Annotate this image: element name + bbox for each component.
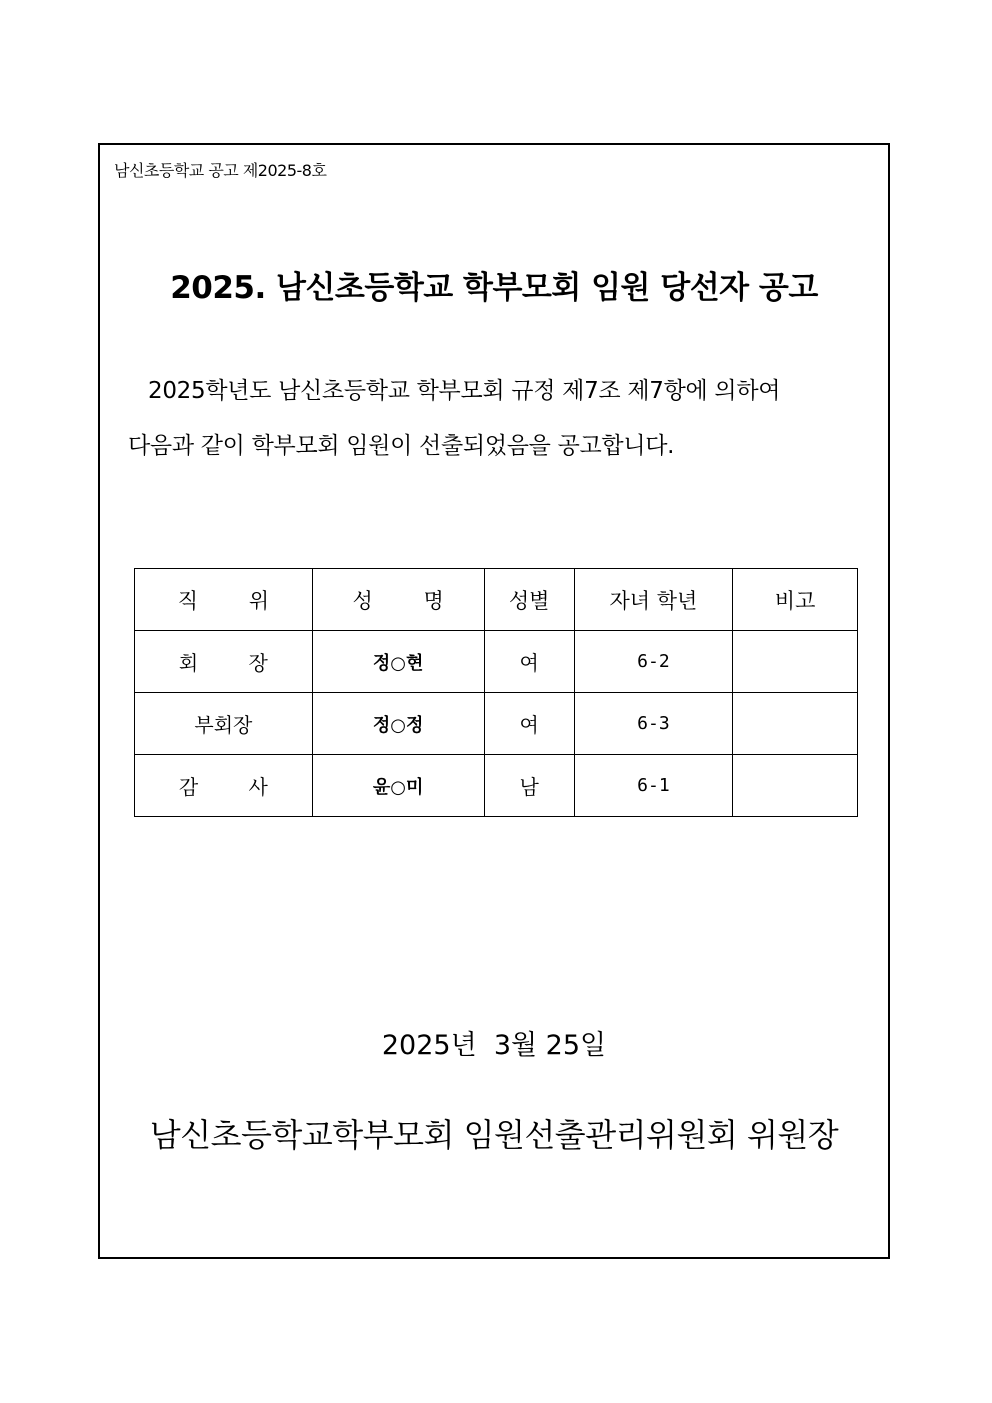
header-note: 비고 [733,569,858,631]
table-header-row [135,569,858,631]
cell-position [135,631,313,693]
page-title: 2025. 남신초등학교 학부모회 임원 당선자 공고 [170,270,818,306]
signature-line: 남신초등학교학부모회 임원선출관리위원회 위원장 [149,1116,839,1154]
officers-table [134,568,858,817]
cell-position-label: 감 사 [178,775,290,799]
cell-name: 정○정 [312,693,484,755]
cell-name: 정○현 [312,631,484,693]
cell-gender: 여 [484,631,574,693]
body-line-1: 2025학년도 남신초등학교 학부모회 규정 제7조 제7항에 의하여 [148,378,781,404]
announcement-date-text: 2025년 3월 25일 [381,1030,607,1061]
header-name [312,569,484,631]
cell-position [135,755,313,817]
table-row [135,631,858,693]
cell-gender: 남 [484,755,574,817]
cell-note [733,631,858,693]
cell-note [733,693,858,755]
header-position-label: 직 위 [177,588,291,613]
cell-grade: 6-1 [574,755,732,817]
announcement-date [98,1023,890,1062]
cell-grade: 6-2 [574,631,732,693]
header-gender: 성별 [484,569,574,631]
cell-position: 부회장 [135,693,313,755]
body-line-2: 다음과 같이 학부모회 임원이 선출되었음을 공고합니다. [128,433,675,459]
notice-number: 남신초등학교 공고 제2025-8호 [114,161,327,180]
table-row [135,755,858,817]
header-name-label: 성 명 [352,588,466,613]
cell-name: 윤○미 [312,755,484,817]
cell-gender: 여 [484,693,574,755]
cell-position-label: 회 장 [178,651,290,675]
cell-note [733,755,858,817]
header-position [135,569,313,631]
cell-grade: 6-3 [574,693,732,755]
header-grade: 자녀 학년 [574,569,732,631]
table-row [135,693,858,755]
